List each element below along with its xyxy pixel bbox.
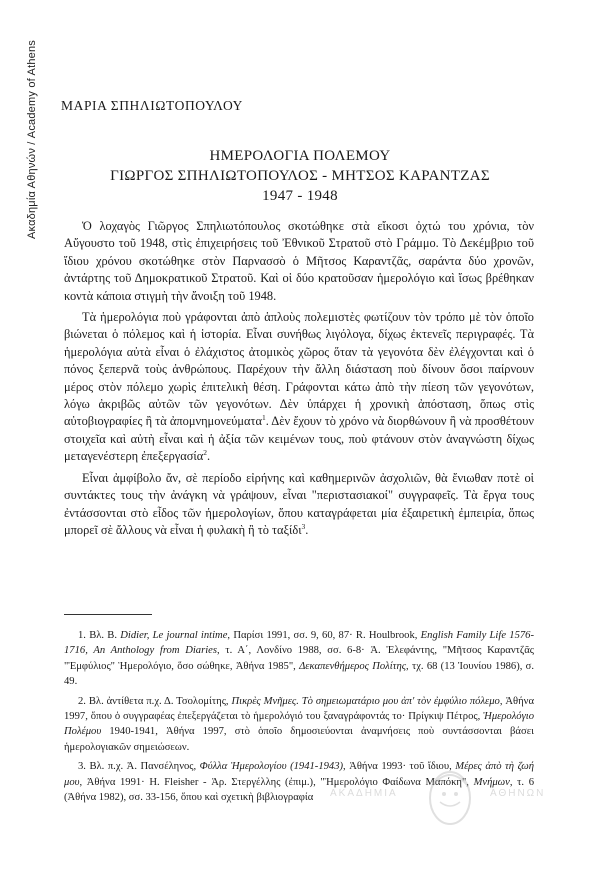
title-line-3: 1947 - 1948 [262, 188, 338, 204]
academy-watermark [320, 760, 570, 840]
footnote-1 [64, 628, 534, 690]
footnote-1-part: , τχ. 68 (13 Ἰουνίου 1986), σ. 49. [64, 660, 535, 688]
footnote-2-part: , Ἀθήνα 1997, ὅπου ὁ συγγραφέας ἐπεξεργάζεται τὸ ἡμερολόγιό του ξαναγράφοντάς το· Πρίγκιψ Πέτρος, [64, 695, 534, 723]
paragraph-2-text-b: . Δὲν ἔχουν τὸ χρόνο νὰ διορθώνουν ἢ νὰ προσθέτουν στοιχεῖα καὶ αὐτὴ εἶναι καὶ ἡ ἀξία τῶν κειμένων τους, ποὺ φτάνουν στὸν ἀναγνώστη δίχως μεταγενέστερη ἐπεξεργασία [64, 414, 534, 464]
paragraph-3 [64, 470, 534, 540]
paragraph-3-text-b: . [305, 522, 309, 537]
paragraph-2-text-c: . [207, 449, 211, 464]
footnote-ref-3[interactable]: 3 [301, 521, 306, 531]
footnote-2-italic: Πικρὲς Μνῆμες. Τὸ σημειωματάριο μου ἀπ' τὸν ἐμφύλιο πόλεμο [231, 695, 500, 707]
footnote-1-part: 1. Βλ. B. [78, 630, 121, 641]
watermark-text-left: ΑΚΑΔΗΜΙΑ [330, 788, 398, 799]
title-line-2: ΓΙΩΡΓΟΣ ΣΠΗΛΙΩΤΟΠΟΥΛΟΣ - ΜΗΤΣΟΣ ΚΑΡΑΝΤΖΑΣ [110, 168, 490, 184]
footnote-1-italic: Didier, Le journal intime [120, 630, 228, 641]
paragraph-3-text-a: Εἶναι ἀμφίβολο ἄν, σὲ περίοδο εἰρήνης καὶ καθημερινῶν ἀσχολιῶν, θὰ ἔνιωθαν ποτὲ οἱ συντάκτες τους τὴν ἀνάγκη νὰ γράψουν, εἶναι "περιστασιακοί" συγγραφεῖς. Τὰ ἔργα τους ἐντάσσονται στὸ εἶδος τῶν ἡμερολογίων, ὅπου καταγράφεται μία ἐξαιρετικὴ ἐμπειρία, ὅπως μπορεῖ σὲ ἄλλους νὰ εἶναι ἡ φυλακὴ ἢ τὸ ταξίδι [64, 470, 534, 537]
paragraph-2 [64, 309, 534, 466]
footnote-3-part: , τ. 6 (Ἀθήνα 1982), σσ. 33-156, ὅπου καὶ σχετικὴ βιβλιογραφία [64, 776, 534, 804]
article-title [60, 146, 540, 206]
paragraph-2-text-a: Τὰ ἡμερολόγια ποὺ γράφονται ἀπὸ ἁπλοὺς πολεμιστὲς φωτίζουν τὸν τρόπο μὲ τὸν ὁποῖο βιώνεται ὁ πόλεμος καὶ ἡ ἱστορία. Εἶναι συνήθως λιγόλογα, δίχως ἐκτενεῖς περιγραφές. Τὰ ἡμερολόγια αὐτὰ εἶναι ὁ ἐλάχιστος ἀτομικὸς χῶρος ὅταν τὰ γεγονότα δὲν ἐλέγχονται καὶ ὁ πόνος ξεπερνᾶ τοὺς ἀνθρώπους. Παρέχουν τὴν ἄλλη διάσταση ποὺ δίνουν ὅσοι παίρνουν μέρος στὸν πόλεμο χωρὶς ἐπιτελικὴ θέση. Γράφονται κάτω ἀπὸ τὴν πίεση τῶν γεγονότων, λόγω ἀκριβῶς αὐτῶν τῶν γεγονότων. Δὲν ὑπάρχει ἡ χρονικὴ ἀπόσταση, ὅπως στὶς αὐτοβιογραφίες ἢ τὰ ἀπομνημονεύματα [64, 310, 534, 429]
author-name: ΜΑΡΙΑ ΣΠΗΛΙΩΤΟΠΟΥΛΟΥ [61, 98, 243, 113]
footnote-1-part: , Παρίσι 1991, σσ. 9, 60, 87· R. Houlbrook, [227, 630, 421, 641]
footnote-2-part: 1940-1941, Ἀθήνα 1997, στὸ ὁποῖο δημοσιεύονται ἀναμνήσεις ποὺ συντάσσονται βάσει ἡμερολογιακῶν σημειώσεων. [64, 726, 534, 753]
footnote-1-italic: Δεκαπενθήμερος Πολίτης [299, 660, 407, 672]
footnote-ref-2[interactable]: 2 [203, 448, 208, 458]
footnote-3-italic: Φύλλα Ἡμερολογίου (1941-1943) [199, 761, 344, 773]
archive-sidebar-label [22, 40, 42, 350]
footnote-3-part: , Ἀθήνα 1993· τοῦ ἴδιου, [343, 761, 456, 773]
sidebar-text: Ακαδημία Αθηνών / Academy of Athens [26, 40, 38, 240]
footnote-3-part: , Ἀθήνα 1991· H. Fleisher - Ἀρ. Στεργέλλης (ἐπιμ.), "Ἡμερολόγιο Φαίδωνα Μαπόκη", [79, 776, 474, 788]
footnote-1-italic: English Family Life 1576-1716, An Anthology from Diaries [64, 630, 534, 657]
athena-head-icon [420, 762, 480, 832]
footnote-3-italic: Μέρες ἀπὸ τὴ ζωή μου [64, 761, 534, 788]
footnote-2 [64, 694, 534, 756]
footnote-3-part: 3. Βλ. π.χ. Ἀ. Πανσέληνος, [78, 761, 200, 773]
footnote-ref-1[interactable]: 1 [261, 413, 266, 423]
article-body [64, 218, 534, 543]
paragraph-1-text: Ὁ λοχαγὸς Γιῶργος Σπηλιωτόπουλος σκοτώθηκε στὰ εἴκοσι ὀχτώ του χρόνια, τὸν Αὔγουστο τοῦ 1948, στὶς ἐπιχειρήσεις τοῦ Ἐθνικοῦ Στρατοῦ στὸ Γράμμο. Τὸ Δεκέμβριο τοῦ ἴδιου χρόνου σκοτώθηκε στὸν Παρνασσὸ ὁ Μῆτσος Καραντζᾶς, σαράντα δύο χρονῶν, ἀντάρτης τοῦ Δημοκρατικοῦ Στρατοῦ. Καὶ οἱ δύο κρατοῦσαν ἡμερολόγιο καὶ ἴσως βρέθηκαν κοντὰ κάποια στιγμὴ τὴν ἄνοιξη τοῦ 1948. [64, 219, 534, 303]
watermark-text-right: ΑΘΗΝΩΝ [490, 788, 546, 799]
footnote-3-italic: Μνήμων [473, 776, 510, 788]
footnote-divider [64, 614, 152, 615]
paragraph-1 [64, 218, 534, 305]
title-line-1: ΗΜΕΡΟΛΟΓΙΑ ΠΟΛΕΜΟΥ [209, 148, 391, 164]
footnote-2-italic: Ἡμερολόγιο Πολέμου [64, 711, 534, 738]
footnote-1-part: , τ. Α΄, Λονδίνο 1988, σσ. 6-8· Ἀ. Ἐλεφάντης, "Μῆτσος Καραντζᾶς "Ἐμφύλιος" Ἡμερολόγιο, ὅσο σώθηκε, Ἀθήνα 1985", [64, 645, 534, 672]
footnote-2-part: 2. Βλ. ἀντίθετα π.χ. Δ. Τσολομίτης, [78, 695, 232, 707]
